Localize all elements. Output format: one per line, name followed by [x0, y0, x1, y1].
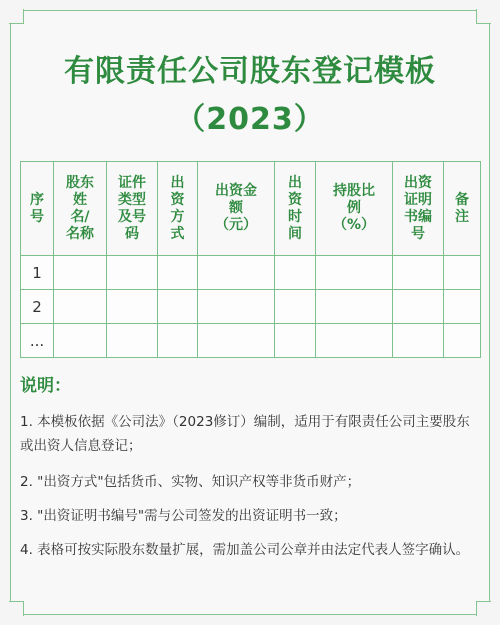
table-cell: [107, 256, 158, 290]
header-line: （元）: [215, 217, 257, 233]
table-cell: [198, 290, 275, 324]
header-line: 姓: [73, 191, 87, 208]
frame-corner: [9, 9, 24, 24]
header-line: 出: [170, 174, 185, 191]
table-cell: [275, 290, 316, 324]
frame-corner: [476, 601, 491, 616]
table-row: [21, 324, 481, 358]
header-line: 资: [288, 191, 302, 208]
header-line: 持股比: [333, 183, 375, 199]
table-cell: [198, 256, 275, 290]
header-line: 出资: [404, 174, 432, 191]
header-line: 方: [170, 208, 185, 225]
table-row: [21, 290, 481, 324]
header-line: 书编: [404, 208, 432, 225]
header-line: 号: [30, 208, 44, 225]
table-cell: [275, 256, 316, 290]
header-line: 时: [288, 208, 302, 225]
header-cell: [158, 162, 198, 256]
header-line: 类型: [118, 191, 146, 208]
table-cell: [198, 324, 275, 358]
header-cell: [316, 162, 393, 256]
header-line: 序: [30, 191, 44, 208]
table-cell: [444, 324, 481, 358]
table-cell: [393, 256, 444, 290]
table-cell: [158, 290, 198, 324]
row-number-cell: ...: [21, 324, 54, 358]
table-header-row: [21, 162, 481, 256]
header-line: 注: [455, 208, 469, 225]
table-cell: [158, 256, 198, 290]
row-number-cell: 2: [21, 290, 54, 324]
table-cell: [393, 324, 444, 358]
header-line: 码: [125, 225, 139, 242]
table-cell: [107, 290, 158, 324]
shareholder-table: [20, 161, 481, 358]
table-cell: [316, 290, 393, 324]
header-line: 间: [288, 225, 302, 242]
header-line: 股东: [66, 174, 94, 191]
header-cell: [393, 162, 444, 256]
header-line: 出: [288, 174, 302, 191]
note-item: 1. 本模板依据《公司法》（2023修订）编制，适用于有限责任公司主要股东或出资人信息登记；: [20, 414, 470, 454]
header-line: 额: [229, 200, 243, 216]
note-item: 4. 表格可按实际股东数量扩展，需加盖公司公章并由法定代表人签字确认。: [20, 542, 470, 558]
table-cell: [158, 324, 198, 358]
table-cell: [54, 256, 107, 290]
header-line: 名/: [70, 208, 90, 225]
row-number-cell: 1: [21, 256, 54, 290]
header-line: （%）: [332, 217, 376, 233]
note-item: 3. "出资证明书编号"需与公司签发的出资证明书一致；: [20, 508, 347, 524]
header-line: 备: [455, 191, 469, 208]
table-cell: [316, 256, 393, 290]
table-cell: [444, 256, 481, 290]
table-cell: [54, 290, 107, 324]
header-line: 例: [347, 200, 361, 216]
notes-heading: 说明：: [20, 376, 71, 396]
header-cell: [275, 162, 316, 256]
header-cell: [198, 162, 275, 256]
header-line: 式: [170, 225, 185, 242]
table-cell: [444, 290, 481, 324]
page-subtitle-year: （2023）: [175, 102, 325, 137]
header-cell: [21, 162, 54, 256]
note-item: 2. "出资方式"包括货币、实物、知识产权等非货币财产；: [20, 474, 361, 490]
header-cell: [107, 162, 158, 256]
header-line: 证件: [118, 174, 146, 191]
frame-corner: [476, 9, 491, 24]
page-title: 有限责任公司股东登记模板: [64, 54, 436, 89]
header-line: 出资金: [215, 183, 257, 199]
frame-corner: [9, 601, 24, 616]
header-cell: [54, 162, 107, 256]
table-cell: [107, 324, 158, 358]
header-cell: [444, 162, 481, 256]
header-line: 证明: [404, 191, 432, 208]
table-cell: [54, 324, 107, 358]
table-cell: [275, 324, 316, 358]
table-cell: [393, 290, 444, 324]
header-line: 及号: [118, 208, 146, 225]
header-line: 资: [170, 191, 185, 208]
table-row: [21, 256, 481, 290]
table-cell: [316, 324, 393, 358]
header-line: 号: [411, 225, 425, 242]
header-line: 名称: [66, 225, 94, 242]
